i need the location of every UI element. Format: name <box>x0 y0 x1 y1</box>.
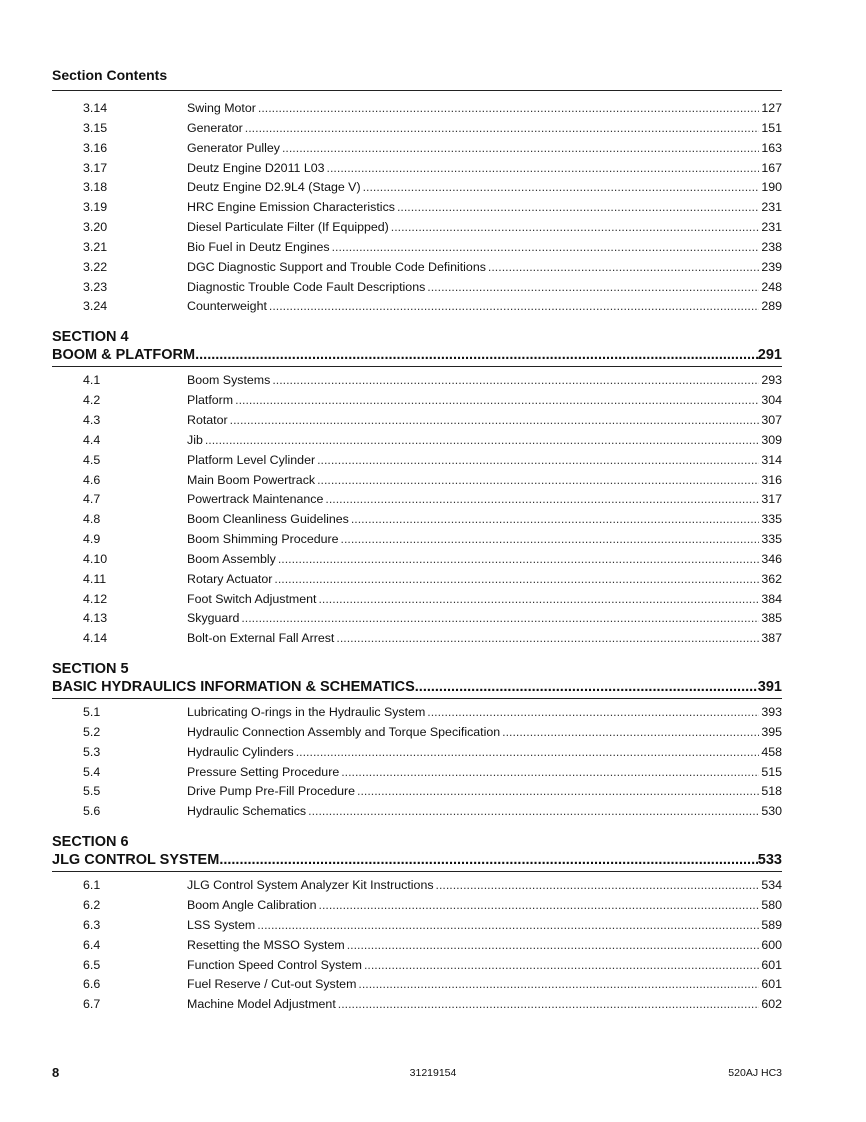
toc-entry[interactable] <box>52 240 782 260</box>
toc-entry-number: 4.6 <box>83 472 101 487</box>
toc-entry[interactable] <box>52 512 782 532</box>
toc-entry-number: 5.1 <box>83 705 101 720</box>
section-heading[interactable] <box>52 851 782 872</box>
toc-entry[interactable] <box>52 161 782 181</box>
toc-entry-page: 534 <box>761 878 782 893</box>
toc-entry-page: 601 <box>761 957 782 972</box>
dot-leader <box>205 433 759 447</box>
toc-entry-number: 6.2 <box>83 898 101 912</box>
toc-section <box>52 834 782 1017</box>
toc-entry-title: Foot Switch Adjustment <box>187 591 317 606</box>
toc-entry-title: Lubricating O-rings in the Hydraulic System <box>187 705 426 720</box>
toc-entry-page: 167 <box>761 160 782 175</box>
toc-entry-title: JLG Control System Analyzer Kit Instructions <box>187 878 434 893</box>
toc-entry-number: 4.8 <box>83 512 101 527</box>
dot-leader <box>317 473 759 487</box>
toc-entry-number: 3.20 <box>83 220 108 235</box>
dot-leader <box>319 898 760 912</box>
dot-leader <box>357 784 759 798</box>
toc-entry[interactable] <box>52 492 782 512</box>
toc-content <box>52 101 782 1017</box>
toc-entry-page: 395 <box>761 724 782 739</box>
toc-entry-title: Rotary Actuator <box>187 571 273 586</box>
toc-entry-title: Rotator <box>187 412 228 427</box>
dot-leader <box>363 180 760 194</box>
toc-entry-page: 190 <box>761 180 782 195</box>
toc-sections-list <box>52 329 782 1017</box>
dot-leader <box>308 804 759 818</box>
toc-entry-page: 346 <box>761 551 782 566</box>
toc-entry-title: Boom Angle Calibration <box>187 898 317 912</box>
toc-entry-number: 4.5 <box>83 452 101 467</box>
toc-entry[interactable] <box>52 373 782 393</box>
dot-leader <box>397 200 759 214</box>
toc-entry-page: 335 <box>761 532 782 547</box>
toc-entry-number: 4.4 <box>83 432 101 447</box>
toc-entry-page: 518 <box>761 784 782 799</box>
toc-entry-page: 293 <box>761 373 782 388</box>
toc-entry[interactable] <box>52 552 782 572</box>
toc-entry-page: 530 <box>761 804 782 819</box>
section-heading[interactable] <box>52 678 782 699</box>
toc-entry[interactable] <box>52 473 782 493</box>
toc-entry-number: 6.7 <box>83 997 101 1012</box>
dot-leader <box>282 141 759 155</box>
toc-entry-title: Deutz Engine D2011 L03 <box>187 160 325 175</box>
section-heading[interactable] <box>52 346 782 367</box>
toc-entry-title: Boom Assembly <box>187 551 276 566</box>
toc-entry-title: Main Boom Powertrack <box>187 472 316 487</box>
dot-leader <box>241 611 759 625</box>
toc-entry-title: Swing Motor <box>187 101 256 115</box>
toc-entry[interactable] <box>52 938 782 958</box>
toc-entry-number: 6.5 <box>83 957 101 972</box>
toc-entry[interactable] <box>52 121 782 141</box>
toc-entry-page: 307 <box>761 412 782 427</box>
toc-entry[interactable] <box>52 572 782 592</box>
toc-entry-title: Boom Systems <box>187 373 271 388</box>
section-label: SECTION 4 <box>52 329 129 346</box>
toc-entry-page: 127 <box>761 101 782 115</box>
page-header-title: Section Contents <box>52 67 168 83</box>
toc-entry-number: 4.7 <box>83 492 101 507</box>
toc-entry[interactable] <box>52 631 782 651</box>
toc-entry-number: 5.5 <box>83 784 101 799</box>
toc-entry-number: 3.16 <box>83 140 108 155</box>
dot-leader <box>336 631 759 645</box>
toc-entry-number: 5.3 <box>83 744 101 759</box>
toc-entry-number: 3.14 <box>83 101 108 115</box>
dot-leader <box>327 161 760 175</box>
dot-leader <box>278 552 759 566</box>
section-label: SECTION 6 <box>52 834 129 851</box>
toc-entry-title: Powertrack Maintenance <box>187 492 324 507</box>
toc-entry-title: Bio Fuel in Deutz Engines <box>187 239 330 254</box>
toc-entry-number: 4.14 <box>83 631 108 646</box>
toc-entry-number: 6.3 <box>83 917 101 932</box>
toc-entry-page: 335 <box>761 512 782 527</box>
toc-entry-number: 5.4 <box>83 764 101 779</box>
toc-entry[interactable] <box>52 705 782 725</box>
toc-entry[interactable] <box>52 413 782 433</box>
section-title: BOOM & PLATFORM <box>52 347 196 364</box>
toc-entry-number: 4.1 <box>83 373 101 388</box>
toc-entry-number: 3.15 <box>83 120 108 135</box>
toc-entry[interactable] <box>52 141 782 161</box>
toc-entry[interactable] <box>52 725 782 745</box>
dot-leader <box>358 977 759 991</box>
footer-page-number: 8 <box>52 1065 60 1080</box>
toc-entry[interactable] <box>52 220 782 240</box>
toc-entry-page: 458 <box>761 744 782 759</box>
toc-entry-page: 316 <box>761 472 782 487</box>
toc-entry-number: 6.4 <box>83 937 101 952</box>
dot-leader <box>436 878 760 892</box>
toc-entry-title: Bolt-on External Fall Arrest <box>187 631 335 646</box>
toc-entry-title: Diesel Particulate Filter (If Equipped) <box>187 220 389 235</box>
toc-entry-title: Generator <box>187 120 243 135</box>
toc-entry-page: 515 <box>761 764 782 779</box>
toc-entry-page: 362 <box>761 571 782 586</box>
dot-leader <box>391 220 760 234</box>
toc-entry-number: 3.22 <box>83 259 108 274</box>
toc-entry[interactable] <box>52 433 782 453</box>
toc-entry-title: Hydraulic Cylinders <box>187 744 294 759</box>
toc-entry-page: 317 <box>761 492 782 507</box>
footer-document-number: 31219154 <box>409 1067 457 1079</box>
toc-entry-title: Resetting the MSSO System <box>187 937 345 952</box>
dot-leader <box>257 918 759 932</box>
toc-entry[interactable] <box>52 453 782 473</box>
toc-entry-title: Jib <box>187 432 203 447</box>
toc-entry-page: 601 <box>761 977 782 992</box>
toc-entry-page: 600 <box>761 937 782 952</box>
toc-entry-page: 151 <box>761 120 782 135</box>
dot-leader <box>427 280 759 294</box>
toc-entry-number: 3.24 <box>83 299 108 314</box>
dot-leader <box>274 572 759 586</box>
toc-entry[interactable] <box>52 958 782 978</box>
dot-leader <box>488 260 759 274</box>
toc-entry-title: DGC Diagnostic Support and Trouble Code Definitions <box>187 259 486 274</box>
toc-entry-title: Deutz Engine D2.9L4 (Stage V) <box>187 180 361 195</box>
toc-section <box>52 661 782 824</box>
dot-leader <box>219 851 757 870</box>
toc-entry[interactable] <box>52 898 782 918</box>
toc-entry-title: Pressure Setting Procedure <box>187 764 340 779</box>
toc-entry-page: 239 <box>761 259 782 274</box>
toc-entry[interactable] <box>52 180 782 200</box>
toc-entry-number: 6.6 <box>83 977 101 992</box>
dot-leader <box>195 346 758 365</box>
toc-entry-page: 385 <box>761 611 782 626</box>
dot-leader <box>351 512 759 526</box>
dot-leader <box>245 121 760 135</box>
dot-leader <box>317 453 759 467</box>
section-title: BASIC HYDRAULICS INFORMATION & SCHEMATICS <box>52 679 415 696</box>
dot-leader <box>258 101 759 115</box>
toc-entry-title: Function Speed Control System <box>187 957 362 972</box>
dot-leader <box>341 532 760 546</box>
dot-leader <box>272 373 759 387</box>
dot-leader <box>332 240 760 254</box>
header-divider <box>52 90 782 91</box>
dot-leader <box>269 299 759 313</box>
toc-entry[interactable] <box>52 260 782 280</box>
toc-entry-number: 3.23 <box>83 279 108 294</box>
toc-entry-title: Diagnostic Trouble Code Fault Descriptions <box>187 279 426 294</box>
dot-leader <box>341 765 759 779</box>
dot-leader <box>230 413 760 427</box>
dot-leader <box>364 958 759 972</box>
toc-entry[interactable] <box>52 299 782 319</box>
toc-entry-page: 231 <box>761 220 782 235</box>
section-page: 533 <box>757 852 782 869</box>
toc-entry-page: 238 <box>761 239 782 254</box>
dot-leader <box>415 678 758 697</box>
dot-leader <box>235 393 759 407</box>
toc-entry-title: Drive Pump Pre-Fill Procedure <box>187 784 356 799</box>
toc-entry[interactable] <box>52 804 782 824</box>
toc-entry-title: Boom Cleanliness Guidelines <box>187 512 349 527</box>
toc-entry[interactable] <box>52 878 782 898</box>
toc-entry[interactable] <box>52 532 782 552</box>
toc-entry[interactable] <box>52 280 782 300</box>
toc-entry-title: Boom Shimming Procedure <box>187 532 339 547</box>
toc-entry-page: 384 <box>761 591 782 606</box>
toc-entry-number: 5.6 <box>83 804 101 819</box>
toc-entry-page: 289 <box>761 299 782 314</box>
dot-leader <box>502 725 759 739</box>
toc-entry[interactable] <box>52 784 782 804</box>
toc-entry-number: 3.17 <box>83 160 108 175</box>
toc-section <box>52 329 782 651</box>
toc-entry-number: 4.2 <box>83 393 101 408</box>
toc-entry-page: 304 <box>761 393 782 408</box>
toc-entry-page: 314 <box>761 452 782 467</box>
toc-entry-page: 309 <box>761 432 782 447</box>
toc-entry-page: 602 <box>761 997 782 1012</box>
toc-entry-title: Fuel Reserve / Cut-out System <box>187 977 357 992</box>
footer-model: 520AJ HC3 <box>728 1067 782 1079</box>
toc-entry-page: 231 <box>761 200 782 215</box>
dot-leader <box>318 592 759 606</box>
toc-entry-page: 393 <box>761 705 782 720</box>
toc-entry-title: Skyguard <box>187 611 240 626</box>
toc-entry[interactable] <box>52 997 782 1017</box>
section-label: SECTION 5 <box>52 661 129 678</box>
toc-entry-number: 3.18 <box>83 180 108 195</box>
toc-entry-number: 4.11 <box>83 571 107 586</box>
toc-entry-title: Hydraulic Schematics <box>187 804 307 819</box>
toc-entry-number: 3.19 <box>83 200 108 215</box>
section-page: 291 <box>757 347 782 364</box>
toc-entry-number: 4.9 <box>83 532 101 547</box>
toc-entry[interactable] <box>52 393 782 413</box>
toc-entry-page: 387 <box>761 631 782 646</box>
toc-entry-title: Platform Level Cylinder <box>187 452 316 467</box>
toc-entry[interactable] <box>52 745 782 765</box>
toc-entry-title: Hydraulic Connection Assembly and Torque Specification <box>187 724 501 739</box>
toc-entry-title: HRC Engine Emission Characteristics <box>187 200 395 215</box>
dot-leader <box>296 745 760 759</box>
toc-entry-title: LSS System <box>187 917 256 932</box>
toc-entry[interactable] <box>52 918 782 938</box>
toc-entry-title: Generator Pulley <box>187 140 280 155</box>
toc-entry-title: Counterweight <box>187 299 267 314</box>
toc-entry-page: 589 <box>761 917 782 932</box>
toc-entry[interactable] <box>52 200 782 220</box>
toc-entry[interactable] <box>52 611 782 631</box>
toc-carryover-list <box>52 101 782 319</box>
dot-leader <box>338 997 760 1011</box>
toc-entry-title: Platform <box>187 393 234 408</box>
toc-entry-number: 4.12 <box>83 591 108 606</box>
toc-entry-page: 248 <box>761 279 782 294</box>
toc-entry-title: Machine Model Adjustment <box>187 997 336 1012</box>
dot-leader <box>427 705 759 719</box>
toc-entry-page: 163 <box>761 140 782 155</box>
section-page: 391 <box>757 679 782 696</box>
toc-entry-number: 4.10 <box>83 551 108 566</box>
dot-leader <box>347 938 760 952</box>
section-title: JLG CONTROL SYSTEM <box>52 852 220 869</box>
toc-entry-number: 5.2 <box>83 724 101 739</box>
dot-leader <box>325 492 759 506</box>
toc-entry-page: 580 <box>761 898 782 912</box>
toc-entry[interactable] <box>52 977 782 997</box>
toc-entry-number: 6.1 <box>83 878 101 893</box>
toc-entry-number: 4.3 <box>83 412 101 427</box>
toc-entry-number: 4.13 <box>83 611 108 626</box>
toc-entry[interactable] <box>52 592 782 612</box>
toc-entry[interactable] <box>52 765 782 785</box>
toc-entry[interactable] <box>52 101 782 121</box>
toc-entry-number: 3.21 <box>83 239 108 254</box>
